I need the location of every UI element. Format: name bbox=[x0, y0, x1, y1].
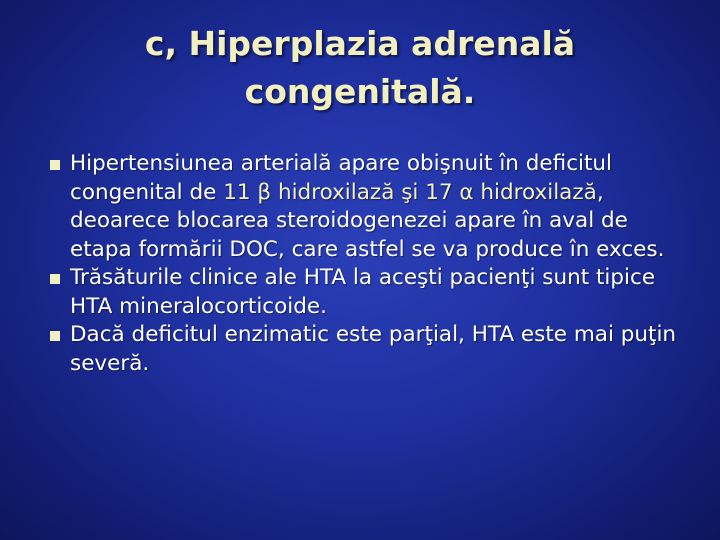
enzyme-highlight: 11 β hidroxilază şi 17 α hidroxilază bbox=[223, 179, 597, 205]
bullet-item bbox=[50, 150, 690, 264]
title-line-2: congenitală. bbox=[244, 72, 476, 111]
bullet-item bbox=[50, 321, 690, 378]
bullet-list bbox=[50, 150, 690, 378]
slide-title bbox=[0, 20, 720, 116]
square-bullet-icon bbox=[50, 160, 60, 170]
bullet-text-continued: , deoarece blocarea steroidogenezei apare în aval de etapa formării DOC, care astfel se va produce în exces. bbox=[70, 179, 665, 262]
title-line-1: c, Hiperplazia adrenală bbox=[144, 24, 576, 63]
square-bullet-icon bbox=[50, 274, 60, 284]
bullet-text: Hipertensiunea arterială apare obişnuit în deficitul congenital de bbox=[70, 151, 613, 205]
bullet-item bbox=[50, 264, 690, 321]
square-bullet-icon bbox=[50, 331, 60, 341]
bullet-text: Trăsăturile clinice ale HTA la aceşti pacienţi sunt tipice HTA mineralocorticoide. bbox=[70, 265, 656, 319]
bullet-text: Dacă deficitul enzimatic este parţial, HTA este mai puţin severă. bbox=[70, 322, 677, 376]
